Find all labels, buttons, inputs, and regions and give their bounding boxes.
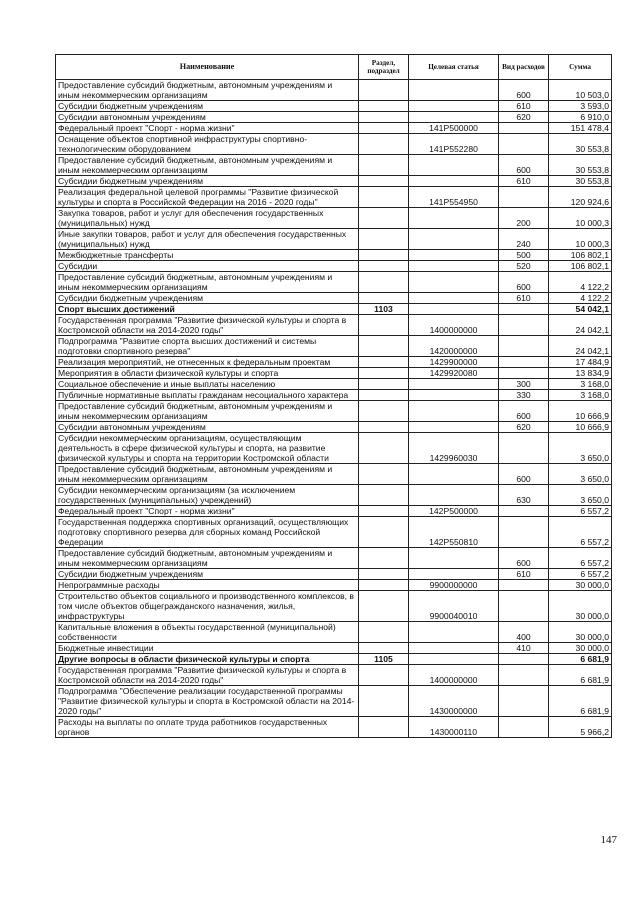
table-row [56, 250, 612, 261]
row-kind-cell [499, 187, 549, 208]
row-section-cell [359, 250, 409, 261]
row-section-cell [359, 401, 409, 422]
row-target-cell: 9900000000 [409, 580, 499, 591]
header-name: Наименование [56, 55, 359, 80]
row-name-cell: Капитальные вложения в объекты государственной (муниципальной) собственности [56, 622, 359, 643]
table-row [56, 464, 612, 485]
row-section-cell [359, 80, 409, 101]
table-row [56, 485, 612, 506]
row-sum-cell: 106 802,1 [549, 250, 612, 261]
table-row [56, 176, 612, 187]
row-section-cell [359, 357, 409, 368]
table-row [56, 293, 612, 304]
table-row [56, 686, 612, 717]
row-name-cell: Субсидии [56, 261, 359, 272]
row-target-cell [409, 80, 499, 101]
table-row [56, 548, 612, 569]
table-row [56, 272, 612, 293]
row-kind-cell [499, 134, 549, 155]
row-name-cell: Предоставление субсидий бюджетным, автономным учреждениям и иным некоммерческим организациям [56, 401, 359, 422]
row-name-cell: Предоставление субсидий бюджетным, автономным учреждениям и иным некоммерческим организациям [56, 464, 359, 485]
row-kind-cell [499, 517, 549, 548]
row-target-cell: 1400000000 [409, 665, 499, 686]
table-row [56, 717, 612, 738]
row-section-cell [359, 368, 409, 379]
row-name-cell: Федеральный проект "Спорт - норма жизни" [56, 123, 359, 134]
table-row [56, 229, 612, 250]
row-section-cell [359, 112, 409, 123]
row-section-cell [359, 643, 409, 654]
row-kind-cell [499, 506, 549, 517]
row-sum-cell: 10 503,0 [549, 80, 612, 101]
row-kind-cell [499, 717, 549, 738]
row-sum-cell: 4 122,2 [549, 272, 612, 293]
row-name-cell: Предоставление субсидий бюджетным, автономным учреждениям и иным некоммерческим организациям [56, 80, 359, 101]
row-sum-cell: 10 666,9 [549, 401, 612, 422]
row-name-cell: Подпрограмма "Развитие спорта высших достижений и системы подготовки спортивного резерва" [56, 336, 359, 357]
table-row [56, 123, 612, 134]
row-sum-cell: 3 650,0 [549, 433, 612, 464]
row-section-cell [359, 422, 409, 433]
table-row [56, 622, 612, 643]
row-section-cell [359, 591, 409, 622]
row-target-cell [409, 654, 499, 665]
row-sum-cell: 6 557,2 [549, 506, 612, 517]
row-name-cell: Реализация мероприятий, не отнесенных к федеральным проектам [56, 357, 359, 368]
row-name-cell: Субсидии бюджетным учреждениям [56, 569, 359, 580]
row-kind-cell: 520 [499, 261, 549, 272]
row-sum-cell: 6 557,2 [549, 548, 612, 569]
row-target-cell [409, 379, 499, 390]
row-name-cell: Публичные нормативные выплаты гражданам несоциального характера [56, 390, 359, 401]
row-sum-cell: 24 042,1 [549, 315, 612, 336]
row-section-cell [359, 315, 409, 336]
table-row [56, 304, 612, 315]
row-name-cell: Предоставление субсидий бюджетным, автономным учреждениям и иным некоммерческим организациям [56, 155, 359, 176]
header-section: Раздел, подраздел [359, 55, 409, 80]
table-row [56, 390, 612, 401]
row-name-cell: Субсидии бюджетным учреждениям [56, 293, 359, 304]
row-section-cell [359, 569, 409, 580]
row-section-cell [359, 686, 409, 717]
header-sum: Сумма [549, 55, 612, 80]
row-target-cell [409, 112, 499, 123]
row-name-cell: Государственная программа "Развитие физической культуры и спорта в Костромской области на 2014-2020 годы" [56, 665, 359, 686]
row-kind-cell: 600 [499, 401, 549, 422]
row-name-cell: Предоставление субсидий бюджетным, автономным учреждениям и иным некоммерческим организациям [56, 272, 359, 293]
row-sum-cell: 30 000,0 [549, 622, 612, 643]
table-row [56, 379, 612, 390]
row-target-cell [409, 643, 499, 654]
row-sum-cell: 3 650,0 [549, 485, 612, 506]
row-section-cell [359, 485, 409, 506]
row-name-cell: Спорт высших достижений [56, 304, 359, 315]
row-target-cell [409, 485, 499, 506]
row-target-cell [409, 401, 499, 422]
row-kind-cell: 240 [499, 229, 549, 250]
row-target-cell [409, 304, 499, 315]
row-name-cell: Субсидии бюджетным учреждениям [56, 176, 359, 187]
row-target-cell: 142P550810 [409, 517, 499, 548]
row-name-cell: Реализация федеральной целевой программы "Развитие физической культуры и спорта в Российской Федерации на 2016 - 2020 годы" [56, 187, 359, 208]
row-kind-cell: 610 [499, 293, 549, 304]
row-kind-cell: 300 [499, 379, 549, 390]
row-section-cell: 1105 [359, 654, 409, 665]
row-section-cell [359, 229, 409, 250]
row-kind-cell: 610 [499, 176, 549, 187]
row-section-cell [359, 272, 409, 293]
row-name-cell: Мероприятия в области физической культуры и спорта [56, 368, 359, 379]
row-sum-cell: 17 484,9 [549, 357, 612, 368]
table-row [56, 134, 612, 155]
row-sum-cell: 106 802,1 [549, 261, 612, 272]
row-target-cell: 141P554950 [409, 187, 499, 208]
row-section-cell [359, 548, 409, 569]
row-sum-cell: 6 557,2 [549, 517, 612, 548]
row-target-cell [409, 250, 499, 261]
row-name-cell: Бюджетные инвестиции [56, 643, 359, 654]
table-body [56, 80, 612, 738]
row-kind-cell: 330 [499, 390, 549, 401]
table-row [56, 187, 612, 208]
row-kind-cell [499, 654, 549, 665]
row-sum-cell: 10 666,9 [549, 422, 612, 433]
table-row [56, 261, 612, 272]
row-sum-cell: 30 553,8 [549, 134, 612, 155]
row-sum-cell: 30 000,0 [549, 580, 612, 591]
row-kind-cell [499, 591, 549, 622]
row-kind-cell [499, 123, 549, 134]
row-kind-cell: 410 [499, 643, 549, 654]
table-row [56, 422, 612, 433]
table-row [56, 357, 612, 368]
row-kind-cell [499, 686, 549, 717]
row-sum-cell: 5 966,2 [549, 717, 612, 738]
row-sum-cell: 30 000,0 [549, 643, 612, 654]
row-kind-cell [499, 336, 549, 357]
table-row [56, 101, 612, 112]
row-sum-cell: 54 042,1 [549, 304, 612, 315]
row-sum-cell: 10 000,3 [549, 208, 612, 229]
row-section-cell [359, 464, 409, 485]
row-name-cell: Государственная поддержка спортивных организаций, осуществляющих подготовку спортивного резерва для сборных команд Российской Федерации [56, 517, 359, 548]
row-kind-cell: 610 [499, 569, 549, 580]
row-sum-cell: 4 122,2 [549, 293, 612, 304]
row-target-cell: 1430000000 [409, 686, 499, 717]
row-target-cell: 1400000000 [409, 315, 499, 336]
row-kind-cell [499, 368, 549, 379]
row-sum-cell: 120 924,6 [549, 187, 612, 208]
row-name-cell: Субсидии бюджетным учреждениям [56, 101, 359, 112]
row-target-cell: 1430000110 [409, 717, 499, 738]
row-name-cell: Подпрограмма "Обеспечение реализации государственной программы "Развитие физической культуры и спорта в Костромской области на 2014-2020 годы" [56, 686, 359, 717]
row-kind-cell [499, 665, 549, 686]
row-section-cell [359, 176, 409, 187]
row-target-cell [409, 176, 499, 187]
table-row [56, 401, 612, 422]
row-section-cell [359, 390, 409, 401]
row-target-cell: 1420000000 [409, 336, 499, 357]
page-number: 147 [600, 834, 617, 846]
row-sum-cell: 6 681,9 [549, 654, 612, 665]
row-section-cell: 1103 [359, 304, 409, 315]
row-kind-cell: 600 [499, 548, 549, 569]
row-target-cell: 9900040010 [409, 591, 499, 622]
row-name-cell: Субсидии некоммерческим организациям (за исключением государственных (муниципальных) учреждений) [56, 485, 359, 506]
row-target-cell: 141P552280 [409, 134, 499, 155]
row-section-cell [359, 101, 409, 112]
row-kind-cell: 610 [499, 101, 549, 112]
row-sum-cell: 3 168,0 [549, 390, 612, 401]
row-name-cell: Оснащение объектов спортивной инфраструктуры спортивно-технологическим оборудованием [56, 134, 359, 155]
row-target-cell [409, 101, 499, 112]
table-row [56, 591, 612, 622]
row-section-cell [359, 123, 409, 134]
row-target-cell [409, 229, 499, 250]
row-target-cell [409, 293, 499, 304]
header-kind: Вид расходов [499, 55, 549, 80]
row-kind-cell [499, 357, 549, 368]
row-name-cell: Государственная программа "Развитие физической культуры и спорта в Костромской области на 2014-2020 годы" [56, 315, 359, 336]
row-target-cell: 141P500000 [409, 123, 499, 134]
table-row [56, 208, 612, 229]
row-kind-cell: 500 [499, 250, 549, 261]
row-sum-cell: 6 910,0 [549, 112, 612, 123]
row-kind-cell [499, 580, 549, 591]
row-sum-cell: 151 478,4 [549, 123, 612, 134]
row-target-cell [409, 422, 499, 433]
row-section-cell [359, 293, 409, 304]
row-sum-cell: 30 553,8 [549, 176, 612, 187]
row-name-cell: Межбюджетные трансферты [56, 250, 359, 261]
row-target-cell [409, 208, 499, 229]
row-sum-cell: 24 042,1 [549, 336, 612, 357]
row-kind-cell [499, 315, 549, 336]
row-section-cell [359, 336, 409, 357]
table-row [56, 580, 612, 591]
row-name-cell: Другие вопросы в области физической культуры и спорта [56, 654, 359, 665]
row-section-cell [359, 580, 409, 591]
row-section-cell [359, 433, 409, 464]
row-kind-cell: 400 [499, 622, 549, 643]
table-row [56, 517, 612, 548]
row-target-cell [409, 261, 499, 272]
row-section-cell [359, 155, 409, 176]
row-target-cell [409, 622, 499, 643]
budget-table [55, 54, 612, 738]
row-name-cell: Федеральный проект "Спорт - норма жизни" [56, 506, 359, 517]
table-row [56, 569, 612, 580]
row-kind-cell: 600 [499, 464, 549, 485]
row-section-cell [359, 208, 409, 229]
table-row [56, 433, 612, 464]
row-kind-cell: 620 [499, 112, 549, 123]
row-kind-cell: 620 [499, 422, 549, 433]
row-kind-cell [499, 433, 549, 464]
table-row [56, 155, 612, 176]
row-sum-cell: 30 553,8 [549, 155, 612, 176]
row-name-cell: Расходы на выплаты по оплате труда работников государственных органов [56, 717, 359, 738]
row-name-cell: Закупка товаров, работ и услуг для обеспечения государственных (муниципальных) нужд [56, 208, 359, 229]
table-row [56, 80, 612, 101]
table-row [56, 336, 612, 357]
table-row [56, 643, 612, 654]
row-target-cell [409, 390, 499, 401]
row-sum-cell: 10 000,3 [549, 229, 612, 250]
row-sum-cell: 6 681,9 [549, 686, 612, 717]
row-name-cell: Иные закупки товаров, работ и услуг для обеспечения государственных (муниципальных) нужд [56, 229, 359, 250]
header-target: Целевая статья [409, 55, 499, 80]
row-name-cell: Субсидии некоммерческим организациям, осуществляющим деятельность в сфере физической культуры и спорта, на развитие физической культуры и спорта на территории Костромской области [56, 433, 359, 464]
row-sum-cell: 3 593,0 [549, 101, 612, 112]
row-name-cell: Социальное обеспечение и иные выплаты населению [56, 379, 359, 390]
row-target-cell: 1429960030 [409, 433, 499, 464]
row-target-cell [409, 272, 499, 293]
table-row [56, 112, 612, 123]
row-section-cell [359, 665, 409, 686]
row-target-cell [409, 548, 499, 569]
row-target-cell [409, 569, 499, 580]
row-kind-cell: 600 [499, 155, 549, 176]
row-sum-cell: 30 000,0 [549, 591, 612, 622]
table-row [56, 315, 612, 336]
row-kind-cell [499, 304, 549, 315]
row-section-cell [359, 517, 409, 548]
row-name-cell: Субсидии автономным учреждениям [56, 422, 359, 433]
row-kind-cell: 600 [499, 80, 549, 101]
row-name-cell: Строительство объектов социального и производственного комплексов, в том числе объектов общегражданского назначения, жилья, инфраструктуры [56, 591, 359, 622]
row-section-cell [359, 379, 409, 390]
row-kind-cell: 630 [499, 485, 549, 506]
row-sum-cell: 13 834,9 [549, 368, 612, 379]
row-name-cell: Непрограммные расходы [56, 580, 359, 591]
row-sum-cell: 6 557,2 [549, 569, 612, 580]
row-target-cell: 1429920080 [409, 368, 499, 379]
row-target-cell [409, 464, 499, 485]
row-section-cell [359, 622, 409, 643]
row-kind-cell: 600 [499, 272, 549, 293]
table-row [56, 368, 612, 379]
row-target-cell: 1429900000 [409, 357, 499, 368]
table-row [56, 506, 612, 517]
row-section-cell [359, 134, 409, 155]
row-section-cell [359, 187, 409, 208]
table-row [56, 665, 612, 686]
table-header-row [56, 55, 612, 80]
row-section-cell [359, 717, 409, 738]
row-target-cell [409, 155, 499, 176]
row-kind-cell: 200 [499, 208, 549, 229]
row-name-cell: Субсидии автономным учреждениям [56, 112, 359, 123]
row-section-cell [359, 261, 409, 272]
row-target-cell: 142P500000 [409, 506, 499, 517]
row-sum-cell: 3 168,0 [549, 379, 612, 390]
row-name-cell: Предоставление субсидий бюджетным, автономным учреждениям и иным некоммерческим организациям [56, 548, 359, 569]
row-sum-cell: 6 681,9 [549, 665, 612, 686]
row-sum-cell: 3 650,0 [549, 464, 612, 485]
row-section-cell [359, 506, 409, 517]
table-row [56, 654, 612, 665]
